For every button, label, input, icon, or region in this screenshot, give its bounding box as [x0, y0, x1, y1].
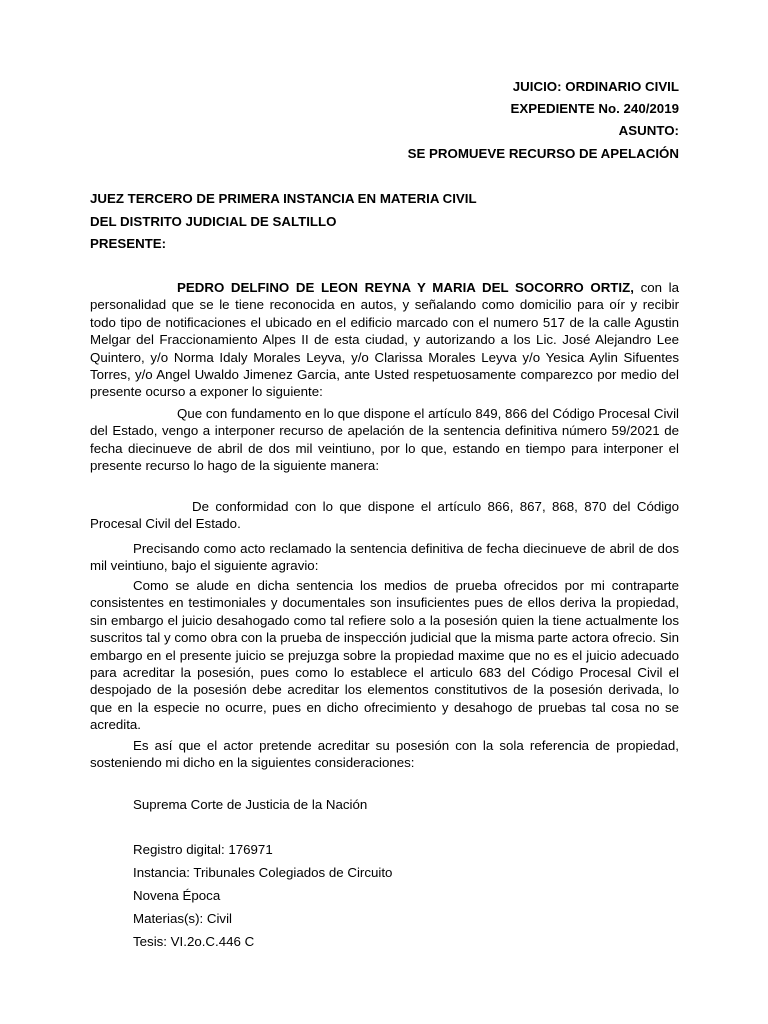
addressee-line-3: PRESENTE: — [90, 236, 167, 251]
paragraph-intro — [90, 279, 679, 401]
reference-registro: Registro digital: 176971 — [133, 842, 273, 857]
paragraph-conformidad: De conformidad con lo que dispone el artículo 866, 867, 868, 870 del Código Procesal Civil del Estado. — [90, 499, 679, 532]
expediente-line: EXPEDIENTE No. 240/2019 — [510, 101, 679, 116]
subject-line: SE PROMUEVE RECURSO DE APELACIÓN — [407, 146, 679, 161]
paragraph-consideraciones: Es así que el actor pretende acreditar su posesión con la sola referencia de propiedad, sosteniendo mi dicho en la siguientes consideraciones: — [90, 738, 679, 771]
paragraph-acto-reclamado: Precisando como acto reclamado la sentencia definitiva de fecha diecinueve de abril de dos mil veintiuno, bajo el siguiente agravio: — [90, 541, 679, 574]
petitioner-names: PEDRO DELFINO DE LEON REYNA Y MARIA DEL SOCORRO ORTIZ, — [177, 280, 634, 295]
juicio-line: JUICIO: ORDINARIO CIVIL — [512, 79, 679, 94]
intro-text: con la personalidad que se le tiene reconocida en autos, y señalando como domicilio para oír y recibir todo tipo de notificaciones el ubicado en el edificio marcado con el numero 517 de la calle Agustin Melgar del Fraccionamiento Alpes II de esta ciudad, y autorizando a los Lic. José Alejandro Lee Quintero, y/o Norma Idaly Morales Leyva, y/o Clarissa Morales Leyva y/o Yesica Aylin Sifuentes Torres, y/o Angel Uwaldo Jimenez Garcia, ante Usted respetuosamente comparezco por medio del presente ocurso a exponer lo siguiente: — [90, 280, 679, 400]
paragraph-agravio: Como se alude en dicha sentencia los medios de prueba ofrecidos por mi contraparte consistentes en testimoniales y documentales son insuficientes pues de ellos deriva la propiedad, sin embargo el juicio desahogado como tal refiere solo a la posesión quien la tiene actualmente los suscritos tal y como obra con la prueba de inspección judicial que la misma parte actora ofrecio. Sin embargo en el presente juicio se prejuzga sobre la propiedad maxime que no es el juicio adecuado para acreditar la posesión, pues como lo establece el articulo 683 del Código Procesal Civil el despojado de la posesión debe acreditar los elementos constitutivos de la posesión derivada, lo que en la especie no ocurre, pues en dicho ofrecimiento y desahogo de pruebas tal cosa no se acredita. — [90, 578, 679, 733]
addressee-line-1: JUEZ TERCERO DE PRIMERA INSTANCIA EN MATERIA CIVIL — [90, 191, 477, 206]
addressee-line-2: DEL DISTRITO JUDICIAL DE SALTILLO — [90, 214, 337, 229]
asunto-line: ASUNTO: — [618, 123, 679, 138]
reference-instancia: Instancia: Tribunales Colegiados de Circuito — [133, 865, 393, 880]
reference-epoca: Novena Época — [133, 888, 221, 903]
paragraph-fundamento: Que con fundamento en lo que dispone el artículo 849, 866 del Código Procesal Civil del Estado, vengo a interponer recurso de apelación de la sentencia definitiva número 59/2021 de fecha diecinueve de abril de dos mil veintiuno, por lo que, estando en tiempo para interponer el presente recurso lo hago de la siguiente manera: — [90, 406, 679, 474]
reference-tesis: Tesis: VI.2o.C.446 C — [133, 934, 255, 949]
reference-materias: Materias(s): Civil — [133, 911, 232, 926]
reference-court: Suprema Corte de Justicia de la Nación — [133, 797, 368, 812]
